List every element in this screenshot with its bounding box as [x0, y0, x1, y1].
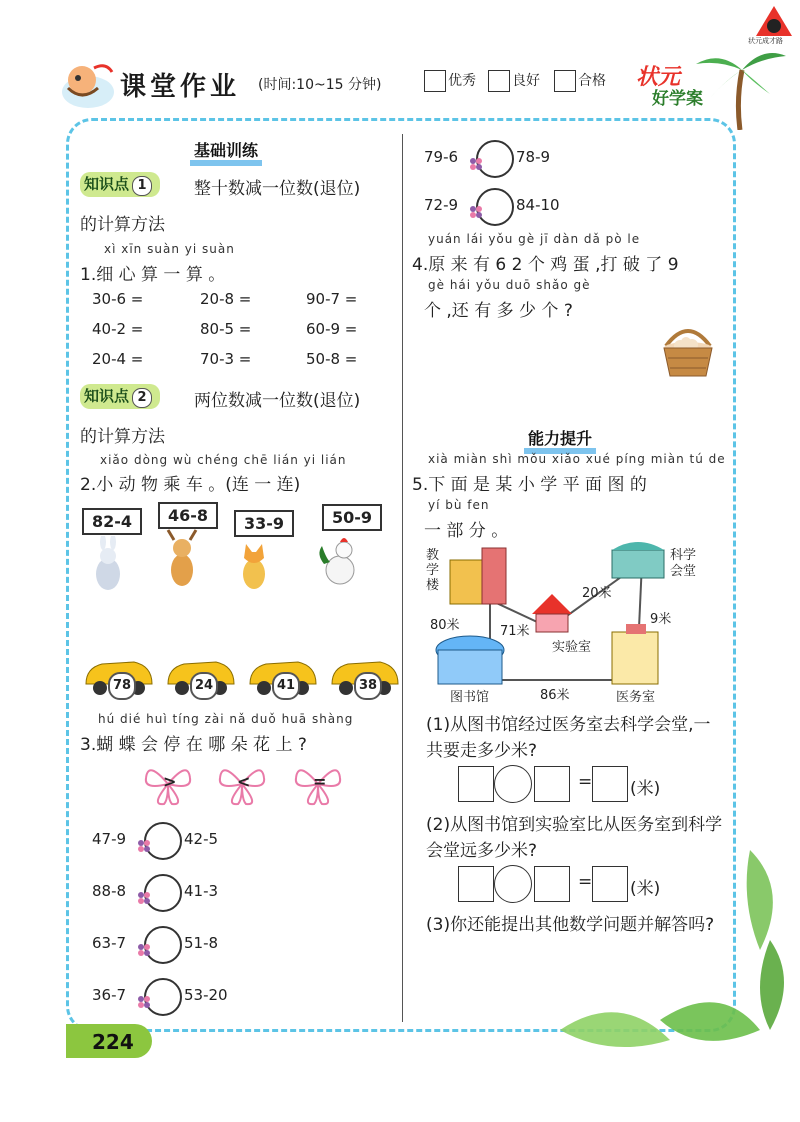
map-distance: 9米: [650, 612, 672, 627]
q5-sub1: (1)从图书馆经过医务室去科学会堂,一共要走多少米?: [426, 715, 711, 761]
map-distance: 80米: [430, 618, 460, 633]
compare-right: 78-9: [516, 148, 551, 166]
mascot-illustration: [54, 58, 118, 118]
leaf-decoration: [500, 830, 798, 1060]
compare-right: 84-10: [516, 196, 560, 214]
q1-problem: 50-8 =: [306, 350, 358, 368]
compare-right: 42-5: [184, 830, 219, 848]
butterfly-symbol: =: [313, 772, 327, 791]
flower-petal-icon: [136, 838, 152, 854]
flower-petal-icon: [136, 890, 152, 906]
knowledge-point-1: [80, 172, 160, 197]
car-number[interactable]: 41: [272, 672, 300, 700]
grade-pass[interactable]: 合格: [554, 70, 606, 92]
compare-left: 36-7: [92, 986, 127, 1004]
butterfly-symbol: <: [237, 772, 251, 791]
animal-sign[interactable]: 50-9: [322, 504, 382, 531]
answer-box[interactable]: [592, 766, 628, 802]
q3-prompt: 3.蝴 蝶 会 停 在 哪 朵 花 上 ?: [80, 735, 307, 755]
q5-line1: 5.下 面 是 某 小 学 平 面 图 的: [412, 475, 647, 495]
brand-title: 状元: [636, 65, 681, 90]
q5-line2: 一 部 分 。: [424, 521, 509, 541]
compare-left: 47-9: [92, 830, 127, 848]
compare-left: 79-6: [424, 148, 459, 166]
flower-petal-icon: [468, 204, 484, 220]
butterfly-symbol: >: [163, 772, 177, 791]
palm-tree-illustration: [690, 40, 790, 130]
knowledge-point-badge: 知识点 2: [80, 384, 160, 409]
q1-problem: 30-6 =: [92, 290, 144, 308]
flower-petal-icon: [468, 156, 484, 172]
map-label-teaching-building: 教学楼: [426, 548, 440, 593]
kp2-title: 两位数减一位数(退位): [194, 391, 361, 411]
compare-right: 41-3: [184, 882, 219, 900]
q1-problem: 90-7 =: [306, 290, 358, 308]
map-label-science-hall: 科学会堂: [670, 548, 697, 579]
rooster-icon: [314, 530, 364, 592]
knowledge-point-badge: 知识点 1: [80, 172, 160, 197]
q5-sub2: (2)从图书馆到实验室比从医务室到科学会堂远多少米?: [426, 815, 723, 861]
page-number: 224: [92, 1030, 134, 1054]
animal-sign[interactable]: 46-8: [158, 502, 218, 529]
knowledge-point-2: [80, 384, 160, 409]
rabbit-icon: [86, 536, 130, 592]
compare-right: 53-20: [184, 986, 228, 1004]
map-distance: 71米: [500, 624, 530, 639]
q1-problem: 20-4 =: [92, 350, 144, 368]
q3-pinyin: hú dié huì tíng zài nǎ duǒ huā shàng: [98, 712, 354, 726]
q2-pinyin: xiǎo dòng wù chéng chē lián yi lián: [100, 453, 347, 467]
compare-left: 88-8: [92, 882, 127, 900]
q2-prompt: 2.小 动 物 乘 车 。(连 一 连): [80, 475, 301, 495]
q1-problem: 40-2 =: [92, 320, 144, 338]
car-number[interactable]: 38: [354, 672, 382, 700]
q1-prompt: 1.细 心 算 一 算 。: [80, 265, 226, 285]
grade-checkbox[interactable]: [488, 70, 510, 92]
fox-icon: [232, 536, 276, 592]
deer-icon: [160, 528, 204, 590]
library-illustration: [436, 636, 504, 684]
kp1-title-cont: 的计算方法: [80, 215, 165, 235]
kp2-title-cont: 的计算方法: [80, 427, 165, 447]
egg-basket-icon: [656, 318, 720, 382]
answer-box[interactable]: [534, 766, 570, 802]
car-number[interactable]: 78: [108, 672, 136, 700]
flower-petal-icon: [136, 994, 152, 1010]
grade-good[interactable]: 良好: [488, 70, 540, 92]
clinic-illustration: [612, 624, 658, 684]
kp1-title: 整十数减一位数(退位): [194, 179, 361, 199]
answer-box[interactable]: [458, 766, 494, 802]
q1-problem: 80-5 =: [200, 320, 252, 338]
science-hall-illustration: [612, 542, 664, 578]
compare-right: 51-8: [184, 934, 219, 952]
compare-left: 72-9: [424, 196, 459, 214]
grade-checkbox[interactable]: [554, 70, 576, 92]
brand-subtitle: 好学案: [652, 89, 703, 109]
equals-sign: =: [578, 872, 593, 892]
map-label-clinic: 医务室: [616, 690, 656, 705]
map-distance: 86米: [540, 688, 570, 703]
compare-left: 63-7: [92, 934, 127, 952]
publisher-logo-text: 状元成才路: [748, 37, 783, 45]
answer-operator-circle[interactable]: [494, 765, 532, 803]
page-title: 课堂作业: [120, 72, 241, 102]
map-distance: 20米: [582, 586, 612, 601]
section-basic-training: 基础训练: [190, 138, 262, 161]
answer-box[interactable]: [458, 866, 494, 902]
animal-sign[interactable]: 33-9: [234, 510, 294, 537]
unit-label: (米): [630, 879, 661, 899]
grade-checkbox[interactable]: [424, 70, 446, 92]
flower-petal-icon: [136, 942, 152, 958]
q1-problem: 70-3 =: [200, 350, 252, 368]
equals-sign: =: [578, 772, 593, 792]
q1-pinyin: xì xīn suàn yi suàn: [104, 242, 235, 256]
q4-pinyin: yuán lái yǒu gè jī dàn dǎ pò le: [428, 232, 641, 246]
map-label-library: 图书馆: [450, 690, 490, 705]
time-limit: (时间:10~15 分钟): [258, 77, 382, 93]
column-divider: [402, 134, 403, 1022]
q5-pinyin-2: yí bù fen: [428, 498, 490, 512]
section-ability-improvement: 能力提升: [524, 426, 596, 449]
teaching-building-illustration: [450, 548, 506, 604]
unit-label: (米): [630, 779, 661, 799]
map-label-lab: 实验室: [552, 640, 592, 655]
q1-problem: 20-8 =: [200, 290, 252, 308]
q5-sub3: (3)你还能提出其他数学问题并解答吗?: [426, 915, 715, 935]
lab-illustration: [532, 594, 572, 632]
q4-line2: 个 ,还 有 多 少 个 ?: [424, 301, 573, 321]
car-number[interactable]: 24: [190, 672, 218, 700]
q4-pinyin-2: gè hái yǒu duō shǎo gè: [428, 278, 591, 292]
q4-line1: 4.原 来 有 6 2 个 鸡 蛋 ,打 破 了 9: [412, 255, 679, 275]
animal-sign[interactable]: 82-4: [82, 508, 142, 535]
grade-excellent[interactable]: 优秀: [424, 70, 476, 92]
q5-pinyin: xià miàn shì mǒu xiǎo xué píng miàn tú de: [428, 452, 726, 466]
q1-problem: 60-9 =: [306, 320, 358, 338]
